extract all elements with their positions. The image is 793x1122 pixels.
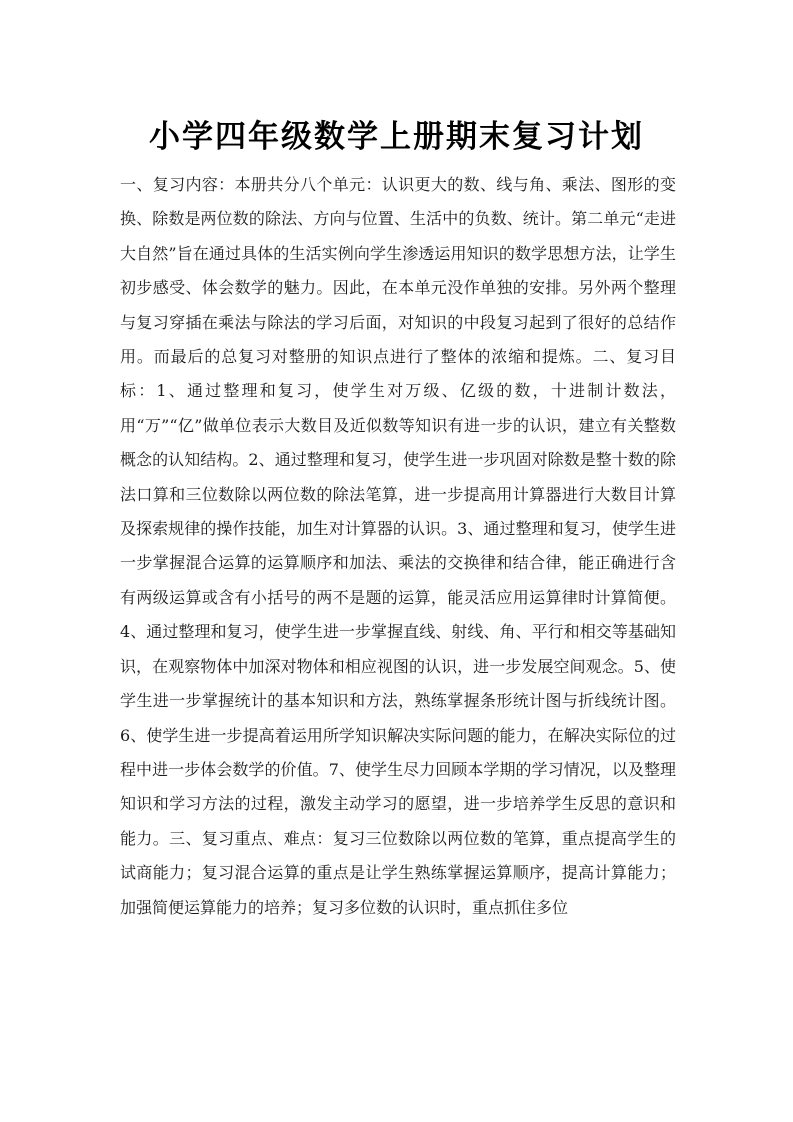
document-title: 小学四年级数学上册期末复习计划 (149, 118, 644, 155)
document-body: 一、复习内容：本册共分八个单元：认识更大的数、线与角、乘法、图形的变换、除数是两位数的除法、方向与位置、生活中的负数、统计。第二单元“走进大自然”旨在通过具体的生活实例向学生渗透运用知识的数学思想方法，让学生初步感受、体会数学的魅力。因此，在本单元没作单独的安排。另外两个整理与复习穿插在乘法与除法的学习后面，对知识的中段复习起到了很好的总结作用。而最后的总复习对整册的知识点进行了整体的浓缩和提炼。二、复习目标：1、通过整理和复习，使学生对万级、亿级的数，十进制计数法，用“万”“亿”做单位表示大数目及近似数等知识有进一步的认识，建立有关整数概念的认知结构。2、通过整理和复习，使学生进一步巩固对除数是整十数的除法口算和三位数除以两位数的除法笔算，进一步提高用计算器进行大数目计算及探索规律的操作技能，加生对计算器的认识。3、通过整理和复习，使学生进一步掌握混合运算的运算顺序和加法、乘法的交换律和结合律，能正确进行含有两级运算或含有小括号的两不是题的运算，能灵活应用运算律时计算简便。4、通过整理和复习，使学生进一步掌握直线、射线、角、平行和相交等基础知识，在观察物体中加深对物体和相应视图的认识，进一步发展空间观念。5、使学生进一步掌握统计的基本知识和方法，熟练掌握条形统计图与折线统计图。6、使学生进一步提高着运用所学知识解决实际问题的能力，在解决实际位的过程中进一步体会数学的价值。7、使学生尽力回顾本学期的学习情况，以及整理知识和学习方法的过程，激发主动学习的愿望，进一步培养学生反思的意识和能力。三、复习重点、难点：复习三位数除以两位数的笔算，重点提高学生的试商能力；复习混合运算的重点是让学生熟练掌握运算顺序，提高计算能力；加强简便运算能力的培养；复习多位数的认识时，重点抓住多位 (120, 175, 676, 917)
